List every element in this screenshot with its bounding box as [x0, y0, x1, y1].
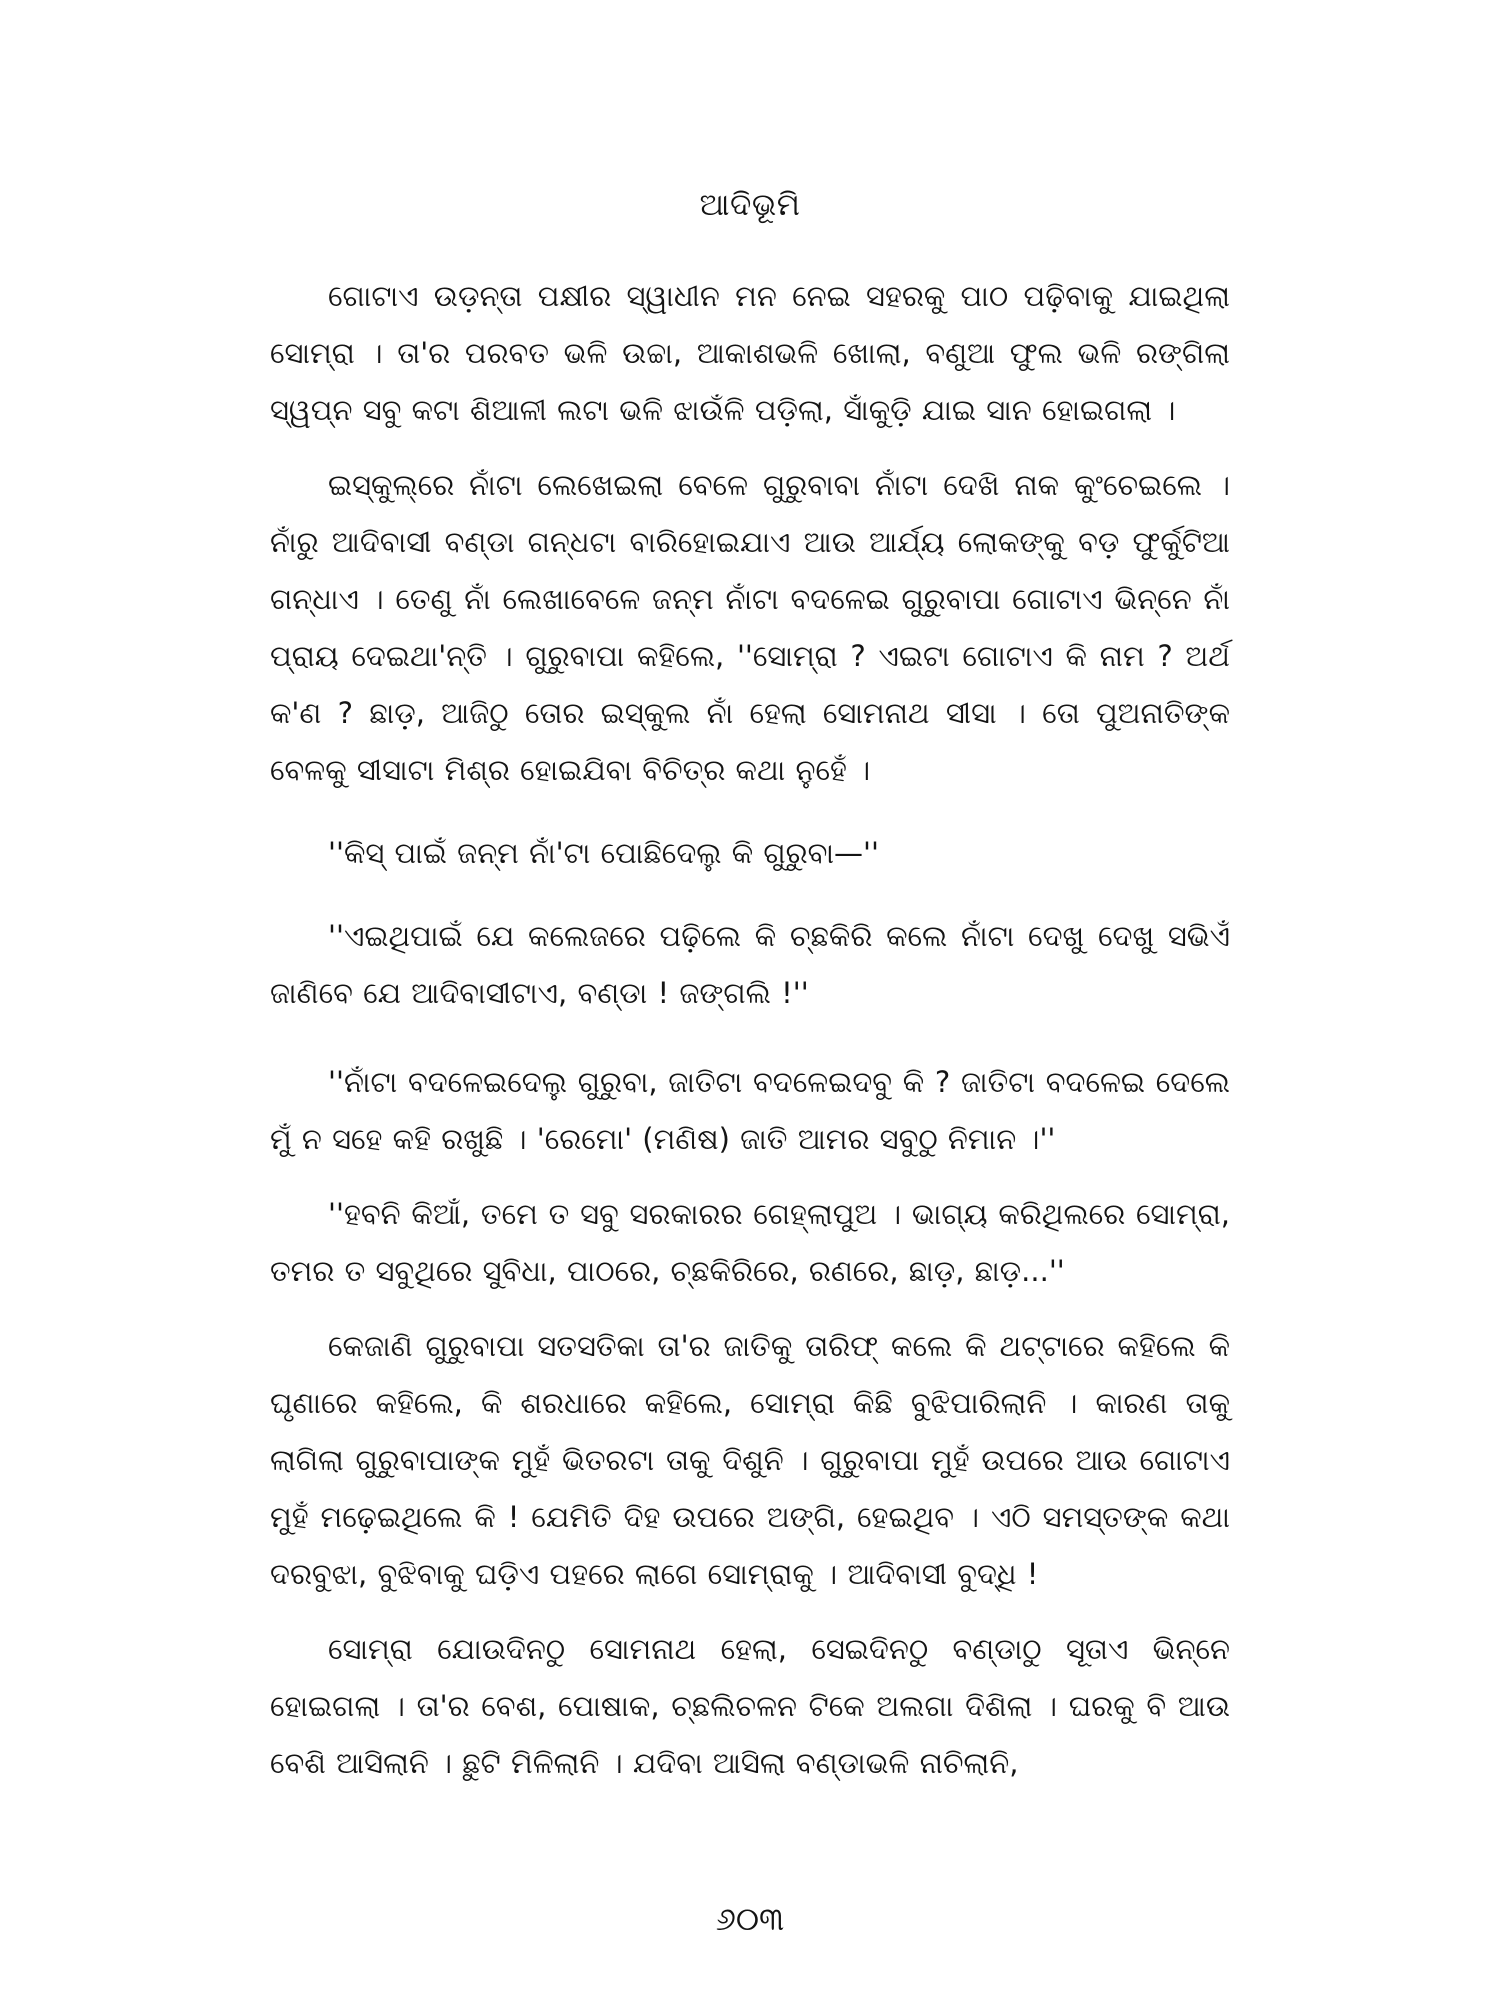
- paragraph: ଗୋଟାଏ ଉଡ଼ନ୍ତା ପକ୍ଷୀର ସ୍ୱାଧୀନ ମନ ନେଇ ସହରକୁ ପାଠ ପଢ଼ିବାକୁ ଯାଇଥିଲା ସୋମ୍‌ରା । ତା'ର ପରବତ ଭଳି ଉଚ୍ଚା, ଆକାଶଭଳି ଖୋଲା, ବଣୁଆ ଫୁଲ ଭଳି ରଙ୍ଗିଲା ସ୍ୱପ୍ନ ସବୁ କଟା ଶିଆଳୀ ଲଟା ଭଳି ଝାଉଁଳି ପଡ଼ିଲା, ସାଁକୁଡ଼ି ଯାଇ ସାନ ହୋଇଗଲା ।: [270, 279, 1230, 427]
- paragraph: କେଜାଣି ଗୁରୁବାପା ସତସତିକା ତା'ର ଜାତିକୁ ତାରିଫ୍ କଲେ କି ଥଟ୍ଟାରେ କହିଲେ କି ଘୃଣାରେ କହିଲେ, କି ଶରଧାରେ କହିଲେ, ସୋମ୍‌ରା କିଛି ବୁଝିପାରିଲାନି । କାରଣ ତାକୁ ଲାଗିଲା ଗୁରୁବାପାଙ୍କ ମୁହଁ ଭିତରଟା ତାକୁ ଦିଶୁନି । ଗୁରୁବାପା ମୁହଁ ଉପରେ ଆଉ ଗୋଟାଏ ମୁହଁ ମଢ଼େଇଥିଲେ କି ! ଯେମିତି ଦିହ ଉପରେ ଅଙ୍ଗି, ହେଇଥିବ । ଏଠି ସମସ୍ତଙ୍କ କଥା ଦରବୁଝା, ବୁଝିବାକୁ ଘଡ଼ିଏ ପହରେ ଲାଗେ ସୋମ୍‌ରାକୁ । ଆଦିବାସୀ ବୁଦ୍ଧି !: [270, 1329, 1230, 1591]
- paragraph: ''ଏଇଥିପାଇଁ ଯେ କଲେଜରେ ପଢ଼ିଲେ କି ଚ୍ଛକିରି କଲେ ନାଁଟା ଦେଖୁ ଦେଖୁ ସଭିଏଁ ଜାଣିବେ ଯେ ଆଦିବାସୀଟାଏ, ବଣ୍ଡା ! ଜଙ୍ଗଲି !'': [270, 919, 1230, 1010]
- running-title: ଆଦିଭୂମି: [699, 187, 801, 223]
- page-number: ୬୦୩: [715, 1900, 785, 1938]
- paragraph: ''ହବନି କିଆଁ, ତମେ ତ ସବୁ ସରକାରର ଗେହ୍ଲାପୁଅ । ଭାଗ୍ୟ କରିଥିଲରେ ସୋମ୍‌ରା, ତମର ତ ସବୁଥିରେ ସୁବିଧା, ପାଠରେ, ଚ୍ଛକିରିରେ, ରଣରେ, ଛାଡ଼, ଛାଡ଼...'': [270, 1197, 1230, 1288]
- body-text: [270, 268, 1230, 1792]
- paragraph: ''ନାଁଟା ବଦଳେଇଦେଲୁ ଗୁରୁବା, ଜାତିଟା ବଦଳେଇଦବୁ କି ? ଜାତିଟା ବଦଳେଇ ଦେଲେ ମୁଁ ନ ସହେ କହି ରଖୁଛି । 'ରେମୋ' (ମଣିଷ) ଜାତି ଆମର ସବୁଠୁ ନିମାନ ।'': [270, 1065, 1230, 1156]
- paragraph: ସୋମ୍‌ରା ଯୋଉଦିନଠୁ ସୋମନାଥ ହେଲା, ସେଇଦିନଠୁ ବଣ୍ଡାଠୁ ସୂତାଏ ଭିନ୍ନେ ହୋଇଗଲା । ତା'ର ବେଶ, ପୋଷାକ, ଚ୍ଛଲିଚଳନ ଟିକେ ଅଲଗା ଦିଶିଲା । ଘରକୁ ବି ଆଉ ବେଶି ଆସିଲାନି । ଛୁଟି ମିଳିଲାନି । ଯଦିବା ଆସିଲା ବଣ୍ଡାଭଳି ନାଚିଲାନି,: [270, 1632, 1230, 1780]
- paragraph: ''କିସ୍ ପାଇଁ ଜନ୍ମ ନାଁ'ଟା ପୋଛିଦେଲୁ କି ଗୁରୁବା—'': [328, 836, 879, 870]
- paragraph: ଇସ୍‌କୁଲ୍‌ରେ ନାଁଟା ଲେଖେଇଲା ବେଳେ ଗୁରୁବାବା ନାଁଟା ଦେଖି ନାକ କୁଂଚେଇଲେ । ନାଁରୁ ଆଦିବାସୀ ବଣ୍ଡା ଗନ୍ଧଟା ବାରିହୋଇଯାଏ ଆଉ ଆର୍ଯ୍ୟ ଲୋକଙ୍କୁ ବଡ଼ ଫୁର୍କୁଟିଆ ଗନ୍ଧାଏ । ତେଣୁ ନାଁ ଲେଖାବେଳେ ଜନ୍ମ ନାଁଟା ବଦଳେଇ ଗୁରୁବାପା ଗୋଟାଏ ଭିନ୍ନେ ନାଁ ପ୍ରାୟ ଦେଇଥା'ନ୍ତି । ଗୁରୁବାପା କହିଲେ, ''ସୋମ୍‌ରା ? ଏଇଟା ଗୋଟାଏ କି ନାମ ? ଅର୍ଥ କ'ଣ ? ଛାଡ଼, ଆଜିଠୁ ତୋର ଇସ୍କୁଲ ନାଁ ହେଲା ସୋମନାଥ ସୀସା । ତୋ ପୁଅନାତିଙ୍କ ବେଳକୁ ସୀସାଟା ମିଶ୍ର ହୋଇଯିବା ବିଚିତ୍ର କଥା ନୁହେଁ ।: [270, 468, 1230, 787]
